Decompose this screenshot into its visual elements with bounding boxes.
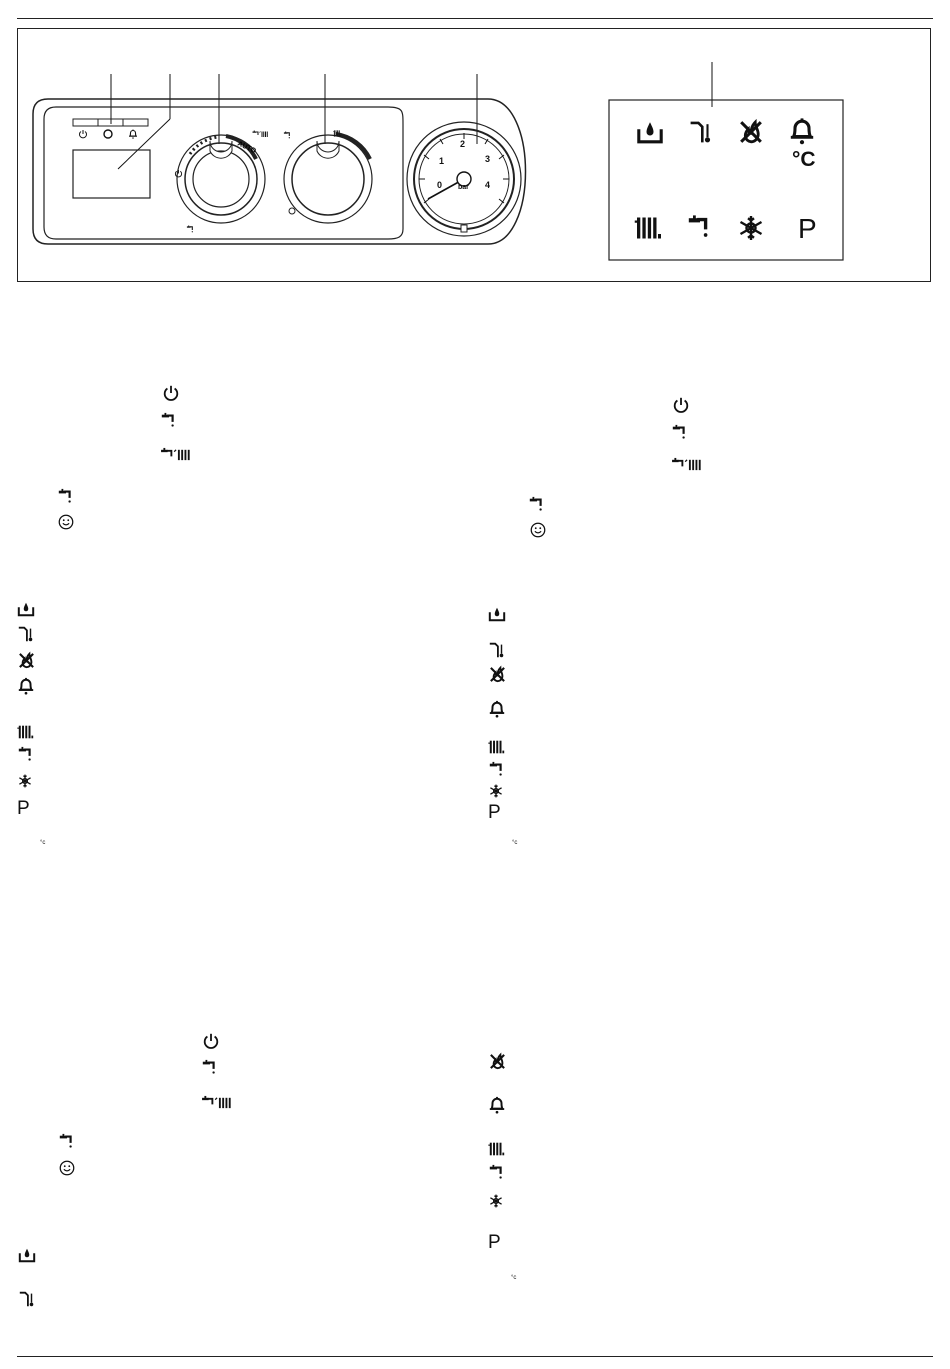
tap-radiator-icon (201, 1095, 235, 1110)
flue-temperature-icon (688, 118, 714, 146)
hot-water-tap-icon (17, 746, 35, 764)
hot-water-tap-icon (488, 1164, 506, 1182)
gauge-scale-2: 2 (460, 139, 466, 149)
radiator-icon (634, 213, 664, 243)
parking-label: P (488, 802, 501, 823)
parking-label: P (17, 798, 30, 819)
gauge-scale-4: 4 (485, 180, 491, 190)
hot-water-tap-icon (488, 761, 506, 779)
gauge-unit: bar (458, 184, 469, 191)
comfort-smiley-icon (58, 1159, 76, 1177)
degree-label: °c (40, 840, 46, 846)
gauge-scale-1: 1 (439, 156, 445, 166)
hot-water-tap-icon (201, 1059, 219, 1077)
control-panel-figure (17, 28, 931, 282)
hot-water-tap-icon (57, 488, 75, 506)
hot-water-tap-icon (671, 424, 689, 442)
radiator-icon (488, 1140, 506, 1158)
alarm-bell-icon (488, 1096, 506, 1114)
tap-radiator-icon (160, 447, 194, 462)
comfort-smiley-icon (57, 513, 75, 531)
frost-protection-icon (488, 783, 504, 799)
dial-auto-label: AUTO (236, 140, 257, 156)
alarm-bell-icon (488, 700, 506, 718)
radiator-icon (488, 738, 506, 756)
flame-off-icon (17, 651, 36, 670)
flue-temperature-icon (17, 625, 35, 643)
hot-water-tap-icon (58, 1133, 76, 1151)
gauge-scale-3: 3 (485, 154, 491, 164)
flame-off-icon (488, 1052, 507, 1071)
water-pressure-icon (488, 605, 506, 623)
gauge-scale-0: 0 (437, 180, 443, 190)
frost-protection-icon (17, 773, 33, 789)
water-pressure-icon (18, 1246, 36, 1264)
frost-protection-icon (488, 1193, 504, 1209)
power-icon (202, 1032, 220, 1050)
power-icon (162, 384, 180, 402)
degree-label: °c (512, 840, 518, 846)
legend-parking: P (798, 213, 817, 244)
leader-lines (111, 62, 712, 169)
bottom-rule (17, 1356, 933, 1357)
water-pressure-icon (17, 600, 35, 618)
frost-protection-icon (736, 213, 766, 243)
flame-off-icon (488, 665, 507, 684)
parking-label: P (488, 1232, 501, 1253)
top-rule (17, 18, 933, 19)
water-pressure-icon (636, 118, 664, 146)
hot-water-tap-icon (686, 213, 714, 243)
tap-radiator-icon (671, 457, 705, 472)
degree-label: °c (511, 1275, 517, 1281)
flame-off-icon (737, 118, 765, 146)
alarm-bell-icon (17, 677, 35, 695)
legend-celsius: °C (792, 148, 816, 171)
radiator-icon (17, 723, 35, 741)
hot-water-tap-icon (528, 496, 546, 514)
power-icon (672, 396, 690, 414)
hot-water-tap-icon (160, 412, 178, 430)
comfort-smiley-icon (529, 521, 547, 539)
flue-temperature-icon (18, 1290, 36, 1308)
flue-temperature-icon (488, 641, 506, 659)
alarm-bell-icon (788, 117, 816, 145)
